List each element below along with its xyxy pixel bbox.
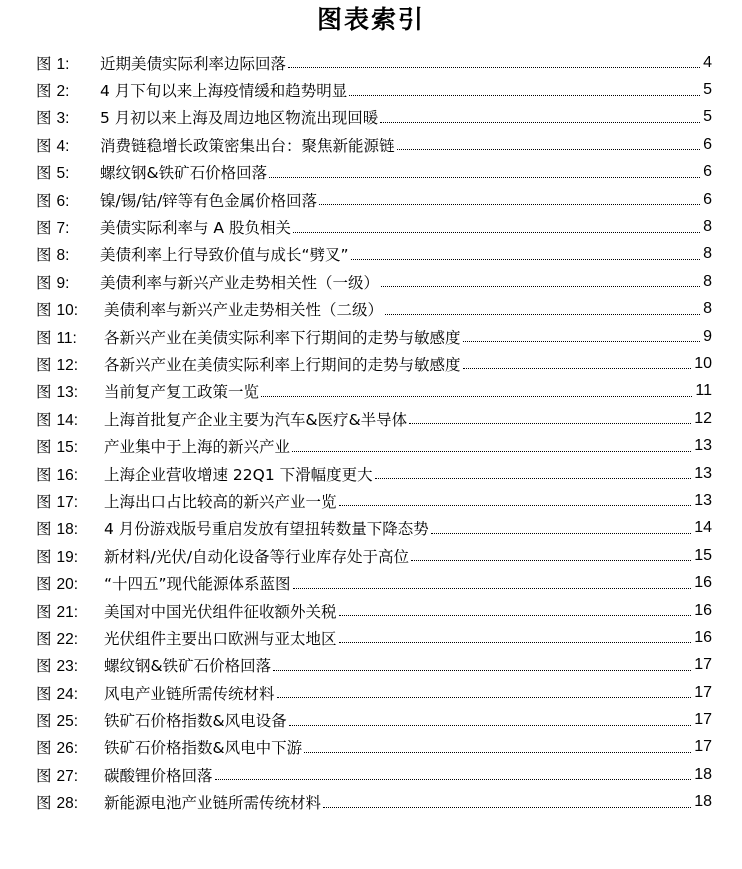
- toc-entry-page-number: 8: [703, 272, 712, 290]
- toc-entry[interactable]: [36, 296, 712, 323]
- toc-entry-title: 各新兴产业在美债实际利率下行期间的走势与敏感度: [104, 328, 461, 347]
- toc-entry-label: [36, 435, 98, 457]
- toc-entry-page-number: 6: [703, 135, 712, 153]
- toc-entry-number: 2:: [56, 83, 70, 101]
- toc-dot-leader: [409, 423, 691, 424]
- toc-entry-prefix: 图: [36, 410, 52, 429]
- toc-entry-prefix: 图: [36, 602, 52, 621]
- toc-entry-label: [36, 271, 94, 293]
- toc-dot-leader: [289, 725, 692, 726]
- toc-dot-leader: [339, 615, 692, 616]
- toc-entry-title: 上海出口占比较高的新兴产业一览: [104, 492, 337, 511]
- toc-dot-leader: [339, 642, 692, 643]
- toc-entry-label: [36, 654, 98, 676]
- toc-entry-label: [36, 736, 98, 758]
- toc-entry-prefix: 图: [36, 629, 52, 648]
- toc-entry-title: 上海首批复产企业主要为汽车&医疗&半导体: [104, 410, 408, 429]
- toc-entry-title: “十四五”现代能源体系蓝图: [104, 575, 291, 594]
- toc-entry-title: 4 月下旬以来上海疫情缓和趋势明显: [100, 82, 348, 101]
- toc-dot-leader: [463, 341, 701, 342]
- toc-entry[interactable]: [36, 734, 712, 761]
- toc-entry-label: [36, 600, 98, 622]
- toc-entry-label: [36, 463, 98, 485]
- toc-dot-leader: [304, 752, 691, 753]
- toc-entry-label: [36, 764, 98, 786]
- toc-dot-leader: [375, 478, 692, 479]
- toc-entry-prefix: 图: [36, 684, 52, 703]
- toc-entry-number: 15:: [56, 439, 79, 457]
- toc-entry-page-number: 15: [694, 546, 712, 564]
- toc-entry-page-number: 17: [694, 738, 712, 756]
- toc-entry-title: 消费链稳增长政策密集出台：聚焦新能源链: [100, 136, 395, 155]
- toc-entry-page-number: 18: [694, 793, 712, 811]
- toc-entry-label: [36, 106, 94, 128]
- toc-entry-title: 镍/锡/钴/锌等有色金属价格回落: [100, 191, 318, 210]
- toc-entry-title: 铁矿石价格指数&风电设备: [104, 712, 287, 731]
- toc-entry-number: 1:: [56, 55, 70, 73]
- toc-entry-page-number: 5: [703, 81, 712, 99]
- toc-entry-label: [36, 161, 94, 183]
- toc-entry-number: 20:: [56, 576, 79, 594]
- toc-entry-label: [36, 326, 98, 348]
- toc-entry-prefix: 图: [36, 712, 52, 731]
- toc-entry-page-number: 17: [694, 656, 712, 674]
- toc-entry-page-number: 18: [694, 765, 712, 783]
- toc-entry-number: 11:: [56, 329, 77, 347]
- toc-entry-label: [36, 216, 94, 238]
- toc-entry-page-number: 13: [694, 491, 712, 509]
- toc-entry-prefix: 图: [36, 492, 52, 511]
- toc-entry-label: [36, 380, 98, 402]
- toc-entry[interactable]: [36, 323, 712, 350]
- toc-entry-title: 铁矿石价格指数&风电中下游: [104, 739, 303, 758]
- toc-entry-prefix: 图: [36, 164, 52, 183]
- toc-entry-title: 新材料/光伏/自动化设备等行业库存处于高位: [104, 547, 409, 566]
- toc-entry-number: 24:: [56, 685, 79, 703]
- toc-dot-leader: [292, 451, 691, 452]
- toc-entry[interactable]: [36, 624, 712, 651]
- toc-entry-title: 产业集中于上海的新兴产业: [104, 438, 291, 457]
- toc-entry-label: [36, 353, 98, 375]
- toc-entry-page-number: 16: [694, 628, 712, 646]
- toc-entry-number: 28:: [56, 795, 79, 813]
- toc-entry[interactable]: [36, 378, 712, 405]
- toc-entry-label: [36, 298, 98, 320]
- toc-entry-number: 5:: [56, 165, 70, 183]
- toc-entry[interactable]: [36, 432, 712, 459]
- toc-entry-title: 美债利率上行导致价值与成长“劈叉”: [100, 246, 349, 265]
- toc-entry-page-number: 8: [703, 300, 712, 318]
- toc-entry-number: 6:: [56, 192, 70, 210]
- toc-entry[interactable]: [36, 104, 712, 131]
- toc-entry-label: [36, 572, 98, 594]
- toc-entry[interactable]: [36, 460, 712, 487]
- toc-entry-prefix: 图: [36, 657, 52, 676]
- toc-entry-prefix: 图: [36, 355, 52, 374]
- toc-dot-leader: [349, 95, 700, 96]
- toc-entry-number: 25:: [56, 713, 79, 731]
- toc-entry-title: 新能源电池产业链所需传统材料: [104, 794, 322, 813]
- toc-entry[interactable]: [36, 652, 712, 679]
- toc-entry-title: 4 月份游戏版号重启发放有望扭转数量下降态势: [104, 520, 429, 539]
- toc-entry[interactable]: [36, 405, 712, 432]
- toc-dot-leader: [411, 560, 691, 561]
- toc-entry[interactable]: [36, 542, 712, 569]
- toc-entry-number: 8:: [56, 247, 70, 265]
- toc-entry[interactable]: [36, 569, 712, 596]
- toc-entry-title: 近期美债实际利率边际回落: [100, 54, 287, 73]
- toc-dot-leader: [380, 122, 700, 123]
- toc-dot-leader: [288, 67, 700, 68]
- toc-entry-prefix: 图: [36, 301, 52, 320]
- toc-entry-prefix: 图: [36, 739, 52, 758]
- toc-entry-label: [36, 791, 98, 813]
- toc-entry[interactable]: [36, 761, 712, 788]
- toc-entry-prefix: 图: [36, 82, 52, 101]
- toc-dot-leader: [277, 697, 692, 698]
- toc-entry-title: 螺纹钢&铁矿石价格回落: [100, 164, 268, 183]
- toc-entry-prefix: 图: [36, 136, 52, 155]
- toc-entry-prefix: 图: [36, 438, 52, 457]
- toc-entry-page-number: 13: [694, 464, 712, 482]
- toc-entry[interactable]: [36, 213, 712, 240]
- toc-entry-prefix: 图: [36, 520, 52, 539]
- toc-entry[interactable]: [36, 76, 712, 103]
- toc-entry-number: 19:: [56, 548, 79, 566]
- toc-entry-prefix: 图: [36, 465, 52, 484]
- toc-entry-title: 各新兴产业在美债实际利率上行期间的走势与敏感度: [104, 355, 461, 374]
- toc-dot-leader: [269, 177, 700, 178]
- figure-index-list: [36, 49, 712, 816]
- toc-entry-page-number: 16: [694, 601, 712, 619]
- toc-entry[interactable]: [36, 159, 712, 186]
- toc-entry-page-number: 12: [694, 409, 712, 427]
- toc-entry-label: [36, 682, 98, 704]
- toc-dot-leader: [351, 259, 701, 260]
- toc-entry-prefix: 图: [36, 219, 52, 238]
- toc-entry[interactable]: [36, 706, 712, 733]
- toc-entry-page-number: 17: [694, 683, 712, 701]
- toc-entry-label: [36, 545, 98, 567]
- toc-entry-number: 21:: [56, 603, 79, 621]
- toc-dot-leader: [431, 533, 691, 534]
- toc-entry-label: [36, 134, 94, 156]
- toc-entry-title: 美债利率与新兴产业走势相关性（一级）: [100, 273, 380, 292]
- toc-entry-label: [36, 243, 94, 265]
- toc-entry-page-number: 16: [694, 574, 712, 592]
- toc-entry-prefix: 图: [36, 273, 52, 292]
- toc-entry[interactable]: [36, 186, 712, 213]
- toc-dot-leader: [463, 368, 692, 369]
- toc-entry-number: 10:: [56, 302, 79, 320]
- toc-entry-page-number: 4: [703, 53, 712, 71]
- toc-entry[interactable]: [36, 241, 712, 268]
- toc-dot-leader: [273, 670, 691, 671]
- toc-entry-label: [36, 408, 98, 430]
- toc-entry-number: 9:: [56, 274, 70, 292]
- toc-entry-page-number: 6: [703, 163, 712, 181]
- toc-entry-number: 12:: [56, 356, 79, 374]
- toc-entry[interactable]: [36, 131, 712, 158]
- toc-dot-leader: [323, 807, 691, 808]
- toc-entry-label: [36, 709, 98, 731]
- toc-dot-leader: [293, 588, 692, 589]
- toc-entry-page-number: 13: [694, 437, 712, 455]
- toc-entry-prefix: 图: [36, 383, 52, 402]
- toc-dot-leader: [381, 286, 700, 287]
- toc-entry-prefix: 图: [36, 191, 52, 210]
- toc-dot-leader: [293, 232, 700, 233]
- toc-entry-title: 5 月初以来上海及周边地区物流出现回暖: [100, 109, 379, 128]
- toc-entry-label: [36, 490, 98, 512]
- toc-entry-page-number: 17: [694, 711, 712, 729]
- toc-entry-title: 当前复产复工政策一览: [104, 383, 260, 402]
- toc-entry-title: 美债实际利率与 A 股负相关: [100, 219, 291, 238]
- toc-entry-number: 16:: [56, 466, 79, 484]
- toc-entry-number: 14:: [56, 411, 79, 429]
- toc-entry[interactable]: [36, 268, 712, 295]
- toc-entry-title: 风电产业链所需传统材料: [104, 684, 275, 703]
- toc-entry-title: 碳酸锂价格回落: [104, 766, 213, 785]
- toc-entry-label: [36, 189, 94, 211]
- toc-entry-number: 4:: [56, 137, 70, 155]
- page-title: 图表索引: [316, 5, 425, 34]
- toc-entry-number: 7:: [56, 220, 70, 238]
- toc-entry-label: [36, 517, 98, 539]
- toc-entry-page-number: 8: [703, 245, 712, 263]
- toc-entry-number: 18:: [56, 521, 79, 539]
- toc-entry-page-number: 9: [703, 327, 712, 345]
- toc-entry[interactable]: [36, 789, 712, 816]
- toc-entry-label: [36, 79, 94, 101]
- toc-entry-label: [36, 52, 94, 74]
- toc-entry-title: 美债利率与新兴产业走势相关性（二级）: [104, 301, 384, 320]
- toc-entry-label: [36, 627, 98, 649]
- toc-dot-leader: [385, 314, 700, 315]
- toc-entry-number: 13:: [56, 384, 79, 402]
- toc-entry-prefix: 图: [36, 547, 52, 566]
- toc-entry-page-number: 11: [695, 382, 712, 400]
- toc-entry-number: 23:: [56, 658, 79, 676]
- toc-entry-title: 美国对中国光伏组件征收额外关税: [104, 602, 337, 621]
- toc-entry-title: 螺纹钢&铁矿石价格回落: [104, 657, 272, 676]
- toc-entry-number: 3:: [56, 110, 70, 128]
- toc-entry-number: 27:: [56, 767, 79, 785]
- toc-entry[interactable]: [36, 515, 712, 542]
- toc-entry[interactable]: [36, 487, 712, 514]
- toc-entry-prefix: 图: [36, 766, 52, 785]
- toc-dot-leader: [397, 149, 701, 150]
- toc-entry-prefix: 图: [36, 54, 52, 73]
- toc-entry-page-number: 8: [703, 218, 712, 236]
- toc-entry[interactable]: [36, 350, 712, 377]
- toc-entry-page-number: 5: [703, 108, 712, 126]
- toc-entry[interactable]: [36, 49, 712, 76]
- toc-entry-prefix: 图: [36, 575, 52, 594]
- toc-dot-leader: [319, 204, 700, 205]
- toc-entry-title: 光伏组件主要出口欧洲与亚太地区: [104, 629, 337, 648]
- toc-entry-prefix: 图: [36, 794, 52, 813]
- toc-entry[interactable]: [36, 597, 712, 624]
- toc-dot-leader: [261, 396, 692, 397]
- toc-entry-number: 17:: [56, 493, 79, 511]
- toc-entry-number: 22:: [56, 630, 79, 648]
- toc-entry-prefix: 图: [36, 328, 52, 347]
- toc-entry-page-number: 14: [694, 519, 712, 537]
- toc-entry-page-number: 6: [703, 190, 712, 208]
- toc-entry-prefix: 图: [36, 109, 52, 128]
- toc-entry-number: 26:: [56, 740, 79, 758]
- toc-dot-leader: [215, 779, 692, 780]
- toc-entry-prefix: 图: [36, 246, 52, 265]
- toc-entry[interactable]: [36, 679, 712, 706]
- toc-entry-title: 上海企业营收增速 22Q1 下滑幅度更大: [104, 465, 373, 484]
- toc-dot-leader: [339, 505, 692, 506]
- toc-entry-page-number: 10: [694, 354, 712, 372]
